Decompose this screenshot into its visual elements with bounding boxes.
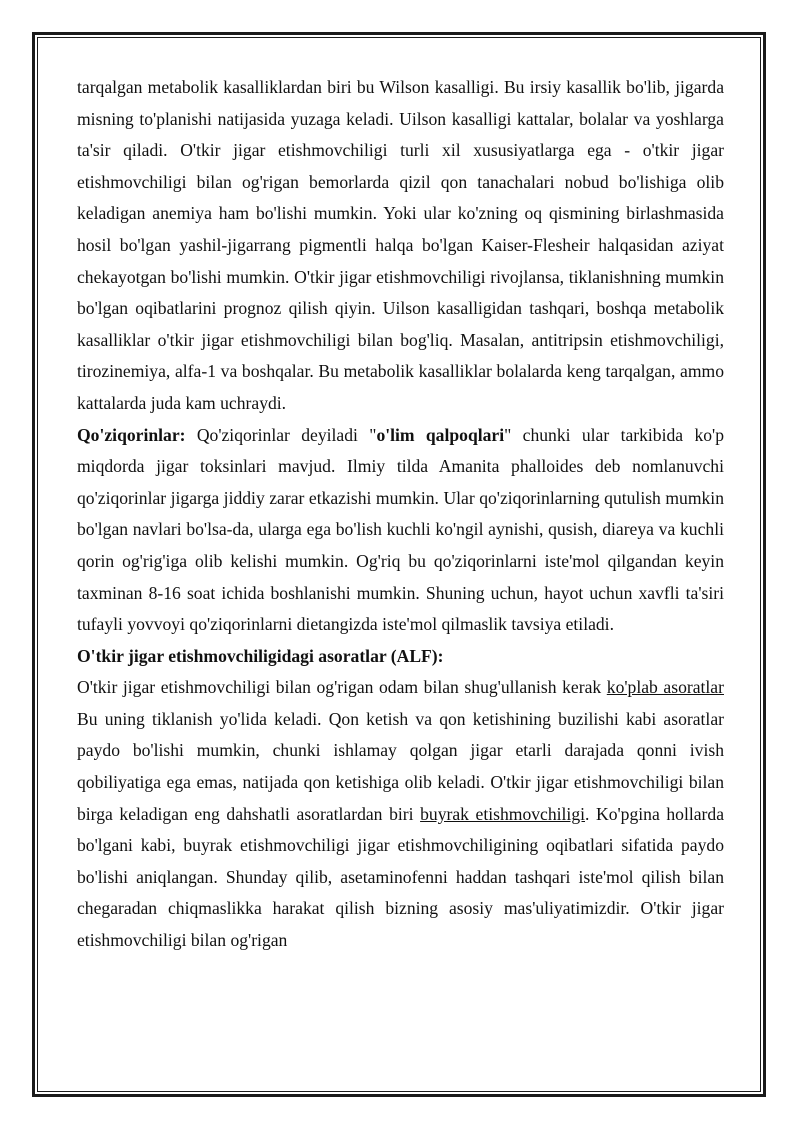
mushrooms-bold-term: o'lim qalpoqlari xyxy=(376,424,505,445)
complications-text-b: Bu uning tiklanish yo'lida keladi. Qon ketish va qon ketishining buzilishi kabi asoratlar paydo bo'lishi mumkin, chunki ishlamay qolgan jigar etarli darajada qonni ivish qobiliyatiga ega emas, natijada qon ketishiga olib keladi. O'tkir jigar etishmovchiligi bilan birga keladigan eng dahshatli asoratlardan biri xyxy=(77,708,724,824)
paragraph-wilson: tarqalgan metabolik kasalliklardan biri bu Wilson kasalligi. Bu irsiy kasallik bo'lib, jigarda misning to'planishi natijasida yuzaga keladi. Uilson kasalligi kattalar, bolalar va yoshlarga ta'sir qiladi. O'tkir jigar etishmovchiligi turli xil xususiyatlarga ega - o'tkir jigar etishmovchiligi bilan og'rigan bemorlarda qizil qon tanachalari nobud bo'lishiga olib keladigan anemiya ham bo'lishi mumkin. Yoki ular ko'zning oq qismining birlashmasida hosil bo'lgan yashil-jigarrang pigmentli halqa bo'lgan Kaiser-Flesheir halqasidan aziyat chekayotgan bo'lishi mumkin. O'tkir jigar etishmovchiligi rivojlansa, tiklanishning mumkin bo'lgan oqibatlarini prognoz qilish qiyin. Uilson kasalligidan tashqari, boshqa metabolik kasalliklar o'tkir jigar etishmovchiligi bilan bog'liq. Masalan, antitripsin etishmovchiligi, tirozinemiya, alfa-1 va boshqalar. Bu metabolik kasalliklar bolalarda keng tarqalgan, ammo kattalarda juda kam uchraydi. xyxy=(77,77,724,413)
section-heading-complications: O'tkir jigar etishmovchiligidagi asoratlar (ALF): xyxy=(77,645,444,666)
complications-text-c: . Ko'pgina hollarda bo'lgani kabi, buyrak etishmovchiligi jigar etishmovchiligining oqibatlari sifatida paydo bo'lishi aniqlangan. Shunday qilib, asetaminofenni haddan tashqari iste'mol qilish bilan chegaradan chiqmaslikka harakat qilish bizning asosiy mas'uliyatimizdir. O'tkir jigar etishmovchiligi bilan og'rigan xyxy=(77,803,725,951)
paragraph-mushrooms xyxy=(77,420,724,641)
document-body xyxy=(77,72,724,957)
complications-text-a: O'tkir jigar etishmovchiligi bilan og'rigan odam bilan shug'ullanish kerak xyxy=(77,677,607,698)
mushrooms-text-b: " chunki ular tarkibida ko'p miqdorda jigar toksinlari mavjud. Ilmiy tilda Amanita phalloides deb nomlanuvchi qo'ziqorinlar jigarga jiddiy zarar etkazishi mumkin. Ular qo'ziqorinlarning qutulish mumkin bo'lgan navlari bo'lsa-da, ularga ega bo'lish kuchli ko'ngil aynishi, qusish, diareya va kuchli qorin og'rig'iga olib kelishi mumkin. Og'riq bu qo'ziqorinlarni iste'mol qilgandan keyin taxminan 8-16 soat ichida boshlanishi mumkin. Shuning uchun, hayot uchun xavfli ta'siri tufayli yovvoyi qo'ziqorinlarni dietangizda iste'mol qilmaslik tavsiya etiladi. xyxy=(77,424,725,635)
link-kidney-failure[interactable]: buyrak etishmovchiligi xyxy=(420,803,586,824)
paragraph-complications xyxy=(77,672,724,956)
mushrooms-text-a: Qo'ziqorinlar deyiladi " xyxy=(185,424,377,445)
mushrooms-heading: Qo'ziqorinlar: xyxy=(77,424,186,445)
link-many-complications[interactable]: ko'plab asoratlar xyxy=(606,677,724,698)
